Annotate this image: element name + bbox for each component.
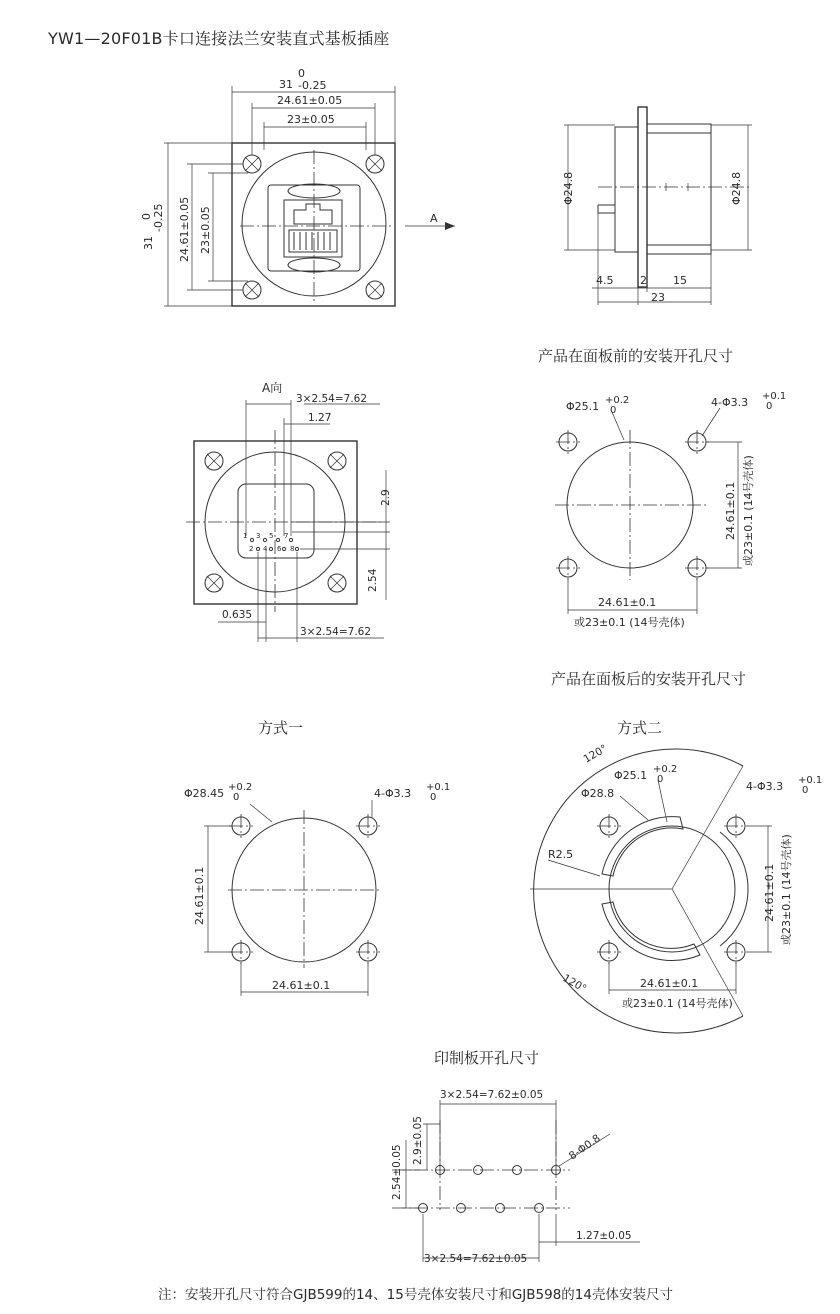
svg-text:8: 8 xyxy=(290,545,295,553)
method-two-alt-h: 或23±0.1 (14号壳体) xyxy=(622,997,733,1010)
method-two-angle-bottom: 120° xyxy=(560,972,589,996)
a-view-offset: 1.27 xyxy=(308,412,332,424)
method-two-mount-tol-upper: +0.1 xyxy=(798,775,823,786)
front-cutout-alt-h: 或23±0.1 (14号壳体) xyxy=(574,616,685,629)
side-dim-total: 23 xyxy=(651,291,665,304)
front-inner-spacing: 23±0.05 xyxy=(287,113,335,126)
front-height-tol-lower: -0.25 xyxy=(152,203,165,232)
method-one xyxy=(184,782,450,996)
method-two-angle-top: 120° xyxy=(581,742,610,766)
front-cutout-vspacing: 24.61±0.1 xyxy=(724,481,737,540)
side-view xyxy=(562,107,752,305)
method-two-mount-tol-lower: 0 xyxy=(802,785,809,796)
method-two-hspacing: 24.61±0.1 xyxy=(640,977,699,990)
method-two-dia: Φ25.1 xyxy=(614,769,648,782)
pcb-hole-dia: 8-Φ0.8 xyxy=(566,1132,603,1163)
a-view-pins xyxy=(243,532,299,553)
side-dim-flange: 2 xyxy=(640,274,647,287)
front-cutout-mount: 4-Φ3.3 xyxy=(711,396,749,409)
method-one-dia-tol-upper: +0.2 xyxy=(228,782,253,793)
method-two-arc xyxy=(534,749,743,1033)
pcb-pitch-bottom: 3×2.54=7.62±0.05 xyxy=(424,1253,528,1265)
front-cutout-dia-tol-lower: 0 xyxy=(610,405,617,416)
method-one-mount-tol-upper: +0.1 xyxy=(426,782,451,793)
pcb-layout xyxy=(391,1089,640,1265)
method-two-key-bottom xyxy=(602,902,700,961)
front-cutout-alt-v: 或23±0.1 (14号壳体) xyxy=(742,455,755,566)
front-width-tol-lower: -0.25 xyxy=(298,79,327,92)
view-arrow-label: A xyxy=(430,212,438,225)
side-front-body xyxy=(647,124,711,254)
a-view-row-height: 2.9 xyxy=(380,489,392,506)
front-vinner: 23±0.05 xyxy=(199,206,212,254)
side-flange xyxy=(638,107,647,287)
pcb-pitch-top: 3×2.54=7.62±0.05 xyxy=(440,1089,544,1101)
heading-pcb: 印制板开孔尺寸 xyxy=(434,1049,540,1067)
side-rear-body xyxy=(615,127,638,252)
side-dia-left: Φ24.8 xyxy=(562,171,575,205)
a-view xyxy=(186,381,392,642)
svg-text:1: 1 xyxy=(243,532,248,540)
front-cutout-mount-tol-lower: 0 xyxy=(766,401,773,412)
heading-rear-panel: 产品在面板后的安装开孔尺寸 xyxy=(551,670,747,688)
side-dim-pin: 4.5 xyxy=(596,274,614,287)
front-vspacing: 24.61±0.05 xyxy=(178,196,191,262)
method-one-vspacing: 24.61±0.1 xyxy=(193,866,206,925)
method-two-alt-v: 或23±0.1 (14号壳体) xyxy=(780,834,793,945)
a-view-label: A向 xyxy=(262,381,283,395)
front-hole-spacing: 24.61±0.05 xyxy=(277,94,343,107)
footnote: 注：安装开孔尺寸符合GJB599的14、15号壳体安装尺寸和GJB598的14壳体安装尺寸 xyxy=(158,1287,673,1303)
method-two-vspacing: 24.61±0.1 xyxy=(763,863,776,922)
front-height-tol-upper: 0 xyxy=(140,213,153,220)
front-view xyxy=(140,67,455,306)
method-one-hspacing: 24.61±0.1 xyxy=(272,979,331,992)
front-width-tol-upper: 0 xyxy=(298,67,305,80)
side-dia-right: Φ24.8 xyxy=(730,171,743,205)
front-height-label: 31 xyxy=(142,236,155,250)
svg-text:7: 7 xyxy=(284,532,289,540)
svg-text:3: 3 xyxy=(256,532,261,540)
method-one-dia: Φ28.45 xyxy=(184,787,225,800)
drawing-title: YW1—20F01B卡口连接法兰安装直式基板插座 xyxy=(48,29,390,48)
front-cutout-dia-tol-upper: +0.2 xyxy=(605,395,630,406)
a-view-pitch-top: 3×2.54=7.62 xyxy=(296,393,368,405)
method-one-dia-tol-lower: 0 xyxy=(233,792,240,803)
front-cutout xyxy=(555,391,786,629)
method-two-dia-tol-upper: +0.2 xyxy=(653,764,678,775)
pcb-offset-top: 2.9±0.05 xyxy=(412,1116,424,1165)
method-two-dia-tol-lower: 0 xyxy=(657,774,664,785)
front-width-label: 31 xyxy=(279,78,293,91)
method-two-mount: 4-Φ3.3 xyxy=(746,780,784,793)
method-two-outer-dia: Φ28.8 xyxy=(581,787,615,800)
front-cutout-hspacing: 24.61±0.1 xyxy=(598,596,657,609)
front-cutout-mount-tol-upper: +0.1 xyxy=(762,391,787,402)
method-two xyxy=(530,743,822,1033)
front-cutout-dia: Φ25.1 xyxy=(566,400,600,413)
method-two-radius: R2.5 xyxy=(548,848,574,861)
rj45-contacts xyxy=(294,232,330,250)
svg-text:6: 6 xyxy=(277,545,282,553)
method-one-mount-tol-lower: 0 xyxy=(430,792,437,803)
a-view-row-gap: 2.54 xyxy=(367,568,379,592)
heading-method-one: 方式一 xyxy=(258,719,304,737)
a-view-edge: 0.635 xyxy=(222,609,253,621)
a-view-pitch-bottom: 3×2.54=7.62 xyxy=(300,626,372,638)
svg-text:5: 5 xyxy=(269,532,274,540)
svg-text:2: 2 xyxy=(249,545,254,553)
pcb-row-gap: 2.54±0.05 xyxy=(391,1144,403,1200)
heading-method-two: 方式二 xyxy=(617,719,663,737)
pcb-offset-right: 1.27±0.05 xyxy=(576,1230,632,1242)
method-one-mount: 4-Φ3.3 xyxy=(374,787,412,800)
heading-front-panel: 产品在面板前的安装开孔尺寸 xyxy=(538,347,734,365)
side-dim-body: 15 xyxy=(673,274,687,287)
svg-text:4: 4 xyxy=(263,545,268,553)
